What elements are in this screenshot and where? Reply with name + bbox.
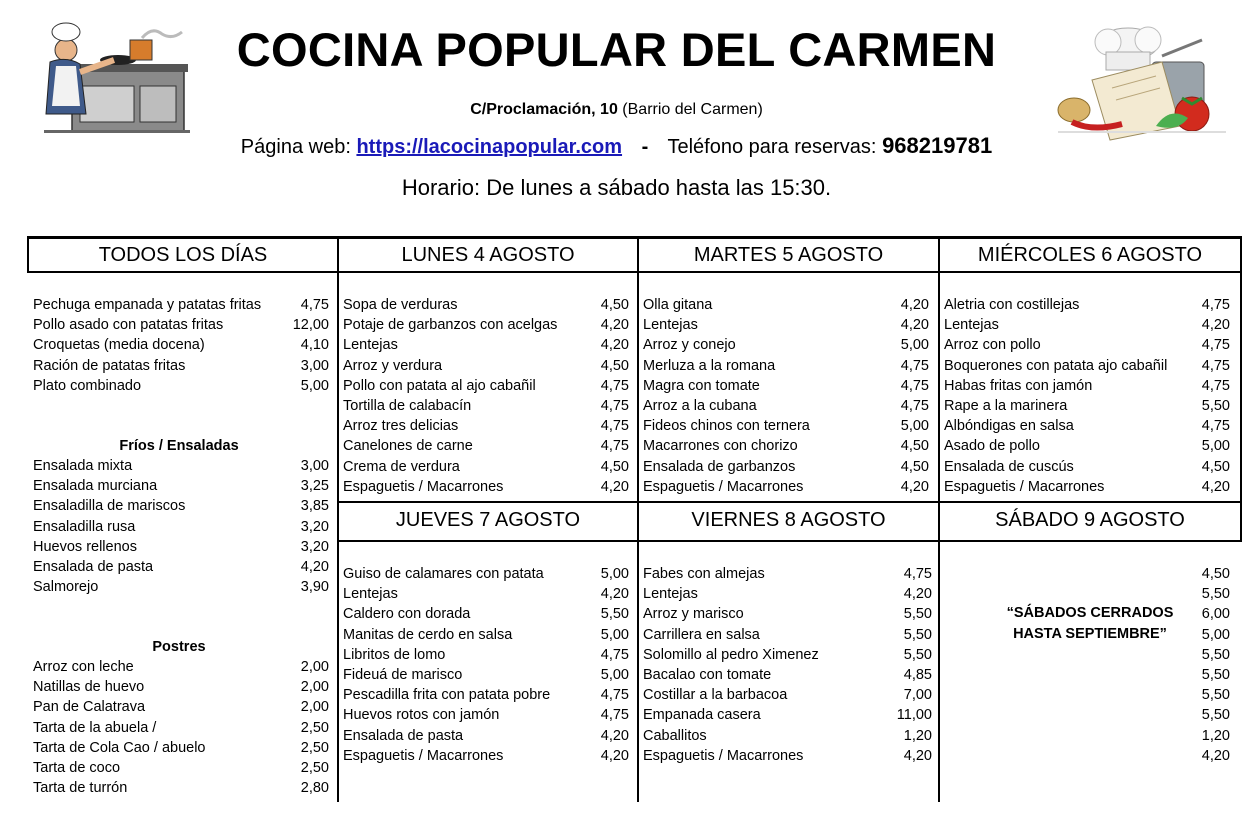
menu-item-viernes <box>639 604 932 624</box>
dish-name: Fideos chinos con ternera <box>643 418 810 435</box>
dish-name: Huevos rotos con jamón <box>343 707 500 724</box>
menu-item-lunes <box>339 436 629 456</box>
menu-item-postres <box>29 738 329 758</box>
menu-item-jueves <box>339 685 629 705</box>
dish-price: 4,75 <box>900 377 929 394</box>
menu-item-lunes <box>339 295 629 315</box>
dish-name: Arroz con leche <box>33 659 134 675</box>
dish-name: Pollo asado con patatas fritas <box>33 317 224 334</box>
dish-name: Lentejas <box>643 586 698 603</box>
dish-price: 4,50 <box>1201 566 1230 582</box>
closed-line-2: HASTA SEPTIEMBRE” <box>1013 626 1167 642</box>
dish-name: Ración de patatas fritas <box>33 357 186 374</box>
menu-item-miercoles <box>940 457 1230 477</box>
dish-price: 4,20 <box>1201 317 1230 334</box>
menu-item-frios <box>29 537 329 557</box>
menu-item-martes <box>639 356 929 376</box>
address-street: C/Proclamación, 10 <box>470 101 618 118</box>
dish-price: 11,00 <box>896 707 932 724</box>
menu-item-todos <box>29 335 329 355</box>
dish-name: Guiso de calamares con patata <box>343 566 544 582</box>
menu-item-sabado <box>940 705 1230 725</box>
menu-item-viernes <box>639 705 932 725</box>
dish-price: 4,50 <box>600 297 629 313</box>
dish-price: 4,50 <box>600 458 629 475</box>
opening-hours: Horario: De lunes a sábado hasta las 15:30. <box>401 175 832 200</box>
dish-name: Ensaladilla rusa <box>33 518 136 535</box>
dish-price: 4,20 <box>900 478 929 495</box>
dish-name: Aletria con costillejas <box>944 297 1080 313</box>
dish-name: Plato combinado <box>33 377 142 394</box>
menu-item-lunes <box>339 335 629 355</box>
menu-item-sabado <box>940 665 1230 685</box>
menu-lunes <box>339 295 629 500</box>
header-jueves: JUEVES 7 AGOSTO <box>395 509 581 531</box>
dish-price: 1,20 <box>1201 727 1230 744</box>
dish-price: 4,20 <box>900 317 929 334</box>
address <box>0 101 1233 119</box>
menu-item-miercoles <box>940 356 1230 376</box>
dish-price: 4,75 <box>600 687 629 704</box>
dish-name: Natillas de huevo <box>33 679 145 696</box>
dish-price: 5,00 <box>900 337 929 354</box>
menu-item-jueves <box>339 746 629 766</box>
dish-price: 4,20 <box>600 478 629 495</box>
section-title-postres: Postres <box>152 639 206 655</box>
address-neighborhood: (Barrio del Carmen) <box>622 101 763 118</box>
header-viernes: VIERNES 8 AGOSTO <box>691 509 886 531</box>
dish-price: 5,50 <box>600 606 629 623</box>
menu-item-miercoles <box>940 295 1230 315</box>
dish-price: 4,20 <box>903 747 932 764</box>
dish-name: Arroz con pollo <box>944 337 1041 354</box>
menu-item-viernes <box>639 584 932 604</box>
closed-line-1: “SÁBADOS CERRADOS <box>1006 605 1174 621</box>
dish-price: 5,50 <box>903 606 932 623</box>
grid-right-border <box>1240 236 1242 542</box>
dish-price: 6,00 <box>1201 606 1230 623</box>
dish-name: Tarta de turrón <box>33 780 128 797</box>
dish-name: Espaguetis / Macarrones <box>643 478 804 495</box>
dish-price: 4,20 <box>600 586 629 603</box>
dish-name: Arroz tres delicias <box>343 418 459 435</box>
menu-item-jueves <box>339 625 629 645</box>
menu-item-martes <box>639 315 929 335</box>
dish-price: 2,50 <box>300 739 329 756</box>
dish-price: 4,75 <box>1201 418 1230 435</box>
menu-item-lunes <box>339 396 629 416</box>
dish-price: 4,75 <box>1201 377 1230 394</box>
menu-item-jueves <box>339 604 629 624</box>
dish-price: 4,50 <box>900 458 929 475</box>
dish-name: Ensalada mixta <box>33 458 133 474</box>
dish-price: 4,75 <box>903 566 932 582</box>
menu-item-lunes <box>339 457 629 477</box>
dish-name: Ensalada de cuscús <box>944 458 1074 475</box>
dish-price: 5,50 <box>1201 707 1230 724</box>
dish-name: Bacalao con tomate <box>643 667 772 683</box>
menu-item-lunes <box>339 477 629 497</box>
dish-name: Manitas de cerdo en salsa <box>343 626 513 643</box>
restaurant-title: COCINA POPULAR DEL CARMEN <box>236 23 997 76</box>
menu-item-jueves <box>339 584 629 604</box>
dish-price: 4,20 <box>600 727 629 744</box>
menu-item-miercoles <box>940 335 1230 355</box>
dish-name: Sopa de verduras <box>343 297 458 313</box>
dish-name: Arroz y marisco <box>643 606 744 623</box>
dish-price: 4,50 <box>1201 458 1230 475</box>
dish-name: Pechuga empanada y patatas fritas <box>33 297 262 313</box>
menu-item-martes <box>639 436 929 456</box>
dish-price: 1,20 <box>903 727 932 744</box>
dish-name: Habas fritas con jamón <box>944 377 1093 394</box>
menu-item-viernes <box>639 685 932 705</box>
menu-item-miercoles <box>940 376 1230 396</box>
menu-martes <box>639 295 929 500</box>
menu-item-viernes <box>639 665 932 685</box>
menu-item-postres <box>29 778 329 798</box>
contact-line <box>0 133 1233 159</box>
menu-item-martes <box>639 295 929 315</box>
menu-item-todos <box>29 376 329 396</box>
menu-item-sabado <box>940 726 1230 746</box>
dish-name: Ensaladilla de mariscos <box>33 498 186 515</box>
dish-price: 3,25 <box>300 478 329 495</box>
dish-name: Ensalada de pasta <box>33 559 154 575</box>
dish-name: Arroz a la cubana <box>643 398 757 414</box>
dish-price: 5,50 <box>1201 398 1230 414</box>
dish-name: Croquetas (media docena) <box>33 337 205 354</box>
menu-item-viernes <box>639 726 932 746</box>
menu-item-miercoles <box>940 477 1230 497</box>
menu-item-postres <box>29 697 329 717</box>
dish-name: Lentejas <box>343 337 398 354</box>
dish-price: 4,75 <box>1201 297 1230 313</box>
menu-viernes <box>639 564 932 774</box>
dish-price: 2,00 <box>300 659 329 675</box>
menu-item-todos <box>29 356 329 376</box>
dish-name: Ensalada de garbanzos <box>643 458 796 475</box>
dish-price: 5,50 <box>903 626 932 643</box>
menu-item-lunes <box>339 315 629 335</box>
dish-price: 3,20 <box>300 518 329 535</box>
dish-price: 5,00 <box>900 418 929 435</box>
menu-item-martes <box>639 416 929 436</box>
menu-item-martes <box>639 477 929 497</box>
menu-item-sabado <box>940 645 1230 665</box>
header-miercoles: MIÉRCOLES 6 AGOSTO <box>977 244 1203 266</box>
menu-todos-los-dias <box>29 295 329 805</box>
dish-price: 4,20 <box>903 586 932 603</box>
dish-price: 4,20 <box>600 747 629 764</box>
menu-item-lunes <box>339 356 629 376</box>
separator: - <box>641 136 649 158</box>
dish-name: Merluza a la romana <box>643 357 776 374</box>
dish-price: 2,00 <box>300 699 329 716</box>
dish-price: 5,50 <box>1201 687 1230 704</box>
dish-price: 3,85 <box>300 498 329 515</box>
menu-item-frios <box>29 476 329 496</box>
dish-name: Albóndigas en salsa <box>944 418 1074 435</box>
dish-name: Ensalada de pasta <box>343 727 464 744</box>
dish-price: 4,75 <box>1201 337 1230 354</box>
dish-price: 4,75 <box>600 377 629 394</box>
dish-price: 5,00 <box>1201 626 1230 643</box>
menu-item-sabado <box>940 746 1230 766</box>
menu-item-frios <box>29 517 329 537</box>
dish-name: Pollo con patata al ajo cabañil <box>343 377 536 394</box>
dish-name: Canelones de carne <box>343 438 473 455</box>
menu-item-postres <box>29 718 329 738</box>
dish-price: 4,75 <box>600 438 629 455</box>
dish-price: 2,80 <box>300 780 329 797</box>
dish-price: 5,00 <box>600 667 629 683</box>
dish-name: Libritos de lomo <box>343 646 446 663</box>
dish-name: Empanada casera <box>643 707 761 724</box>
dish-name: Fideuá de marisco <box>343 667 463 683</box>
dish-name: Macarrones con chorizo <box>643 438 798 455</box>
menu-miercoles <box>940 295 1230 500</box>
menu-item-postres <box>29 657 329 677</box>
dish-name: Pan de Calatrava <box>33 699 146 716</box>
dish-name: Tarta de Cola Cao / abuelo <box>33 739 206 756</box>
menu-item-sabado <box>940 584 1230 604</box>
menu-item-lunes <box>339 376 629 396</box>
web-label: Página web: <box>240 136 351 158</box>
dish-name: Lentejas <box>643 317 698 334</box>
dish-name: Magra con tomate <box>643 377 760 394</box>
website-link[interactable]: https://lacocinapopular.com <box>356 136 623 158</box>
dish-price: 2,50 <box>300 760 329 776</box>
dish-price: 4,20 <box>900 297 929 313</box>
menu-item-postres <box>29 677 329 697</box>
dish-price: 3,90 <box>300 579 329 596</box>
menu-item-todos <box>29 295 329 315</box>
menu-item-miercoles <box>940 436 1230 456</box>
dish-price: 4,20 <box>300 559 329 575</box>
saturday-closed-notice <box>940 603 1240 645</box>
dish-price: 4,75 <box>600 707 629 724</box>
dish-name: Tarta de coco <box>33 760 121 776</box>
dish-name: Espaguetis / Macarrones <box>944 478 1105 495</box>
menu-item-jueves <box>339 645 629 665</box>
dish-price: 2,50 <box>300 719 329 736</box>
dish-price: 5,00 <box>600 626 629 643</box>
dish-price: 5,50 <box>1201 667 1230 683</box>
dish-name: Espaguetis / Macarrones <box>343 478 504 495</box>
menu-item-martes <box>639 457 929 477</box>
dish-price: 5,00 <box>600 566 629 582</box>
dish-price: 4,75 <box>900 398 929 414</box>
phone-number: 968219781 <box>882 133 993 158</box>
menu-item-jueves <box>339 705 629 725</box>
section-title-frios: Fríos / Ensaladas <box>119 438 239 454</box>
dish-name: Rape a la marinera <box>944 398 1068 414</box>
menu-item-viernes <box>639 746 932 766</box>
phone-label: Teléfono para reservas: <box>667 136 877 158</box>
dish-price: 4,75 <box>1201 357 1230 374</box>
dish-price: 4,75 <box>600 418 629 435</box>
menu-item-miercoles <box>940 416 1230 436</box>
dish-price: 4,50 <box>900 438 929 455</box>
dish-price: 3,20 <box>300 538 329 555</box>
dish-name: Huevos rellenos <box>33 538 137 555</box>
menu-item-viernes <box>639 625 932 645</box>
dish-price: 5,50 <box>903 646 932 663</box>
menu-item-todos <box>29 315 329 335</box>
menu-item-martes <box>639 335 929 355</box>
dish-price: 5,50 <box>1201 586 1230 603</box>
dish-name: Lentejas <box>944 317 999 334</box>
dish-price: 2,00 <box>300 679 329 696</box>
dish-name: Caldero con dorada <box>343 606 471 623</box>
dish-name: Ensalada murciana <box>33 478 158 495</box>
dish-price: 3,00 <box>300 458 329 474</box>
dish-price: 5,00 <box>1201 438 1230 455</box>
dish-name: Crema de verdura <box>343 458 460 475</box>
dish-price: 3,00 <box>300 357 329 374</box>
dish-name: Espaguetis / Macarrones <box>643 747 804 764</box>
dish-name: Boquerones con patata ajo cabañil <box>944 357 1168 374</box>
menu-item-frios <box>29 456 329 476</box>
menu-jueves <box>339 564 629 774</box>
dish-price: 4,50 <box>600 357 629 374</box>
dish-name: Tortilla de calabacín <box>343 398 472 414</box>
dish-name: Lentejas <box>343 586 398 603</box>
menu-sabado <box>940 564 1230 774</box>
menu-item-sabado <box>940 564 1230 584</box>
dish-price: 4,75 <box>600 398 629 414</box>
menu-item-frios <box>29 496 329 516</box>
dish-price: 4,75 <box>900 357 929 374</box>
dish-name: Costillar a la barbacoa <box>643 687 788 704</box>
dish-price: 4,10 <box>300 337 329 354</box>
header-sabado: SÁBADO 9 AGOSTO <box>995 509 1185 531</box>
menu-item-martes <box>639 396 929 416</box>
dish-name: Pescadilla frita con patata pobre <box>343 687 551 704</box>
dish-price: 5,00 <box>300 377 329 394</box>
dish-price: 4,75 <box>600 646 629 663</box>
header-martes: MARTES 5 AGOSTO <box>693 244 884 266</box>
dish-price: 4,20 <box>600 317 629 334</box>
menu-item-frios <box>29 577 329 597</box>
dish-name: Arroz y verdura <box>343 357 443 374</box>
menu-item-martes <box>639 376 929 396</box>
dish-price: 4,20 <box>600 337 629 354</box>
dish-price: 4,20 <box>1201 747 1230 764</box>
dish-name: Arroz y conejo <box>643 337 736 354</box>
menu-item-lunes <box>339 416 629 436</box>
menu-item-frios <box>29 557 329 577</box>
dish-name: Tarta de la abuela / <box>33 719 157 736</box>
menu-item-jueves <box>339 726 629 746</box>
header-todos-los-dias: TODOS LOS DÍAS <box>98 244 268 266</box>
dish-name: Espaguetis / Macarrones <box>343 747 504 764</box>
dish-name: Fabes con almejas <box>643 566 765 582</box>
dish-name: Asado de pollo <box>944 438 1040 455</box>
menu-item-postres <box>29 758 329 778</box>
dish-price: 12,00 <box>292 317 329 334</box>
menu-item-jueves <box>339 564 629 584</box>
dish-name: Olla gitana <box>643 297 713 313</box>
header-lunes: LUNES 4 AGOSTO <box>401 244 575 266</box>
grid-mid-bottom <box>337 540 1242 542</box>
menu-item-miercoles <box>940 315 1230 335</box>
menu-item-jueves <box>339 665 629 685</box>
menu-item-sabado <box>940 685 1230 705</box>
dish-name: Salmorejo <box>33 579 99 596</box>
dish-name: Caballitos <box>643 727 707 744</box>
dish-price: 4,75 <box>300 297 329 313</box>
dish-name: Carrillera en salsa <box>643 626 760 643</box>
dish-price: 4,85 <box>903 667 932 683</box>
dish-price: 7,00 <box>903 687 932 704</box>
dish-name: Potaje de garbanzos con acelgas <box>343 317 558 334</box>
dish-price: 5,50 <box>1201 646 1230 663</box>
menu-item-viernes <box>639 564 932 584</box>
menu-item-viernes <box>639 645 932 665</box>
dish-name: Solomillo al pedro Ximenez <box>643 646 819 663</box>
menu-item-miercoles <box>940 396 1230 416</box>
dish-price: 4,20 <box>1201 478 1230 495</box>
